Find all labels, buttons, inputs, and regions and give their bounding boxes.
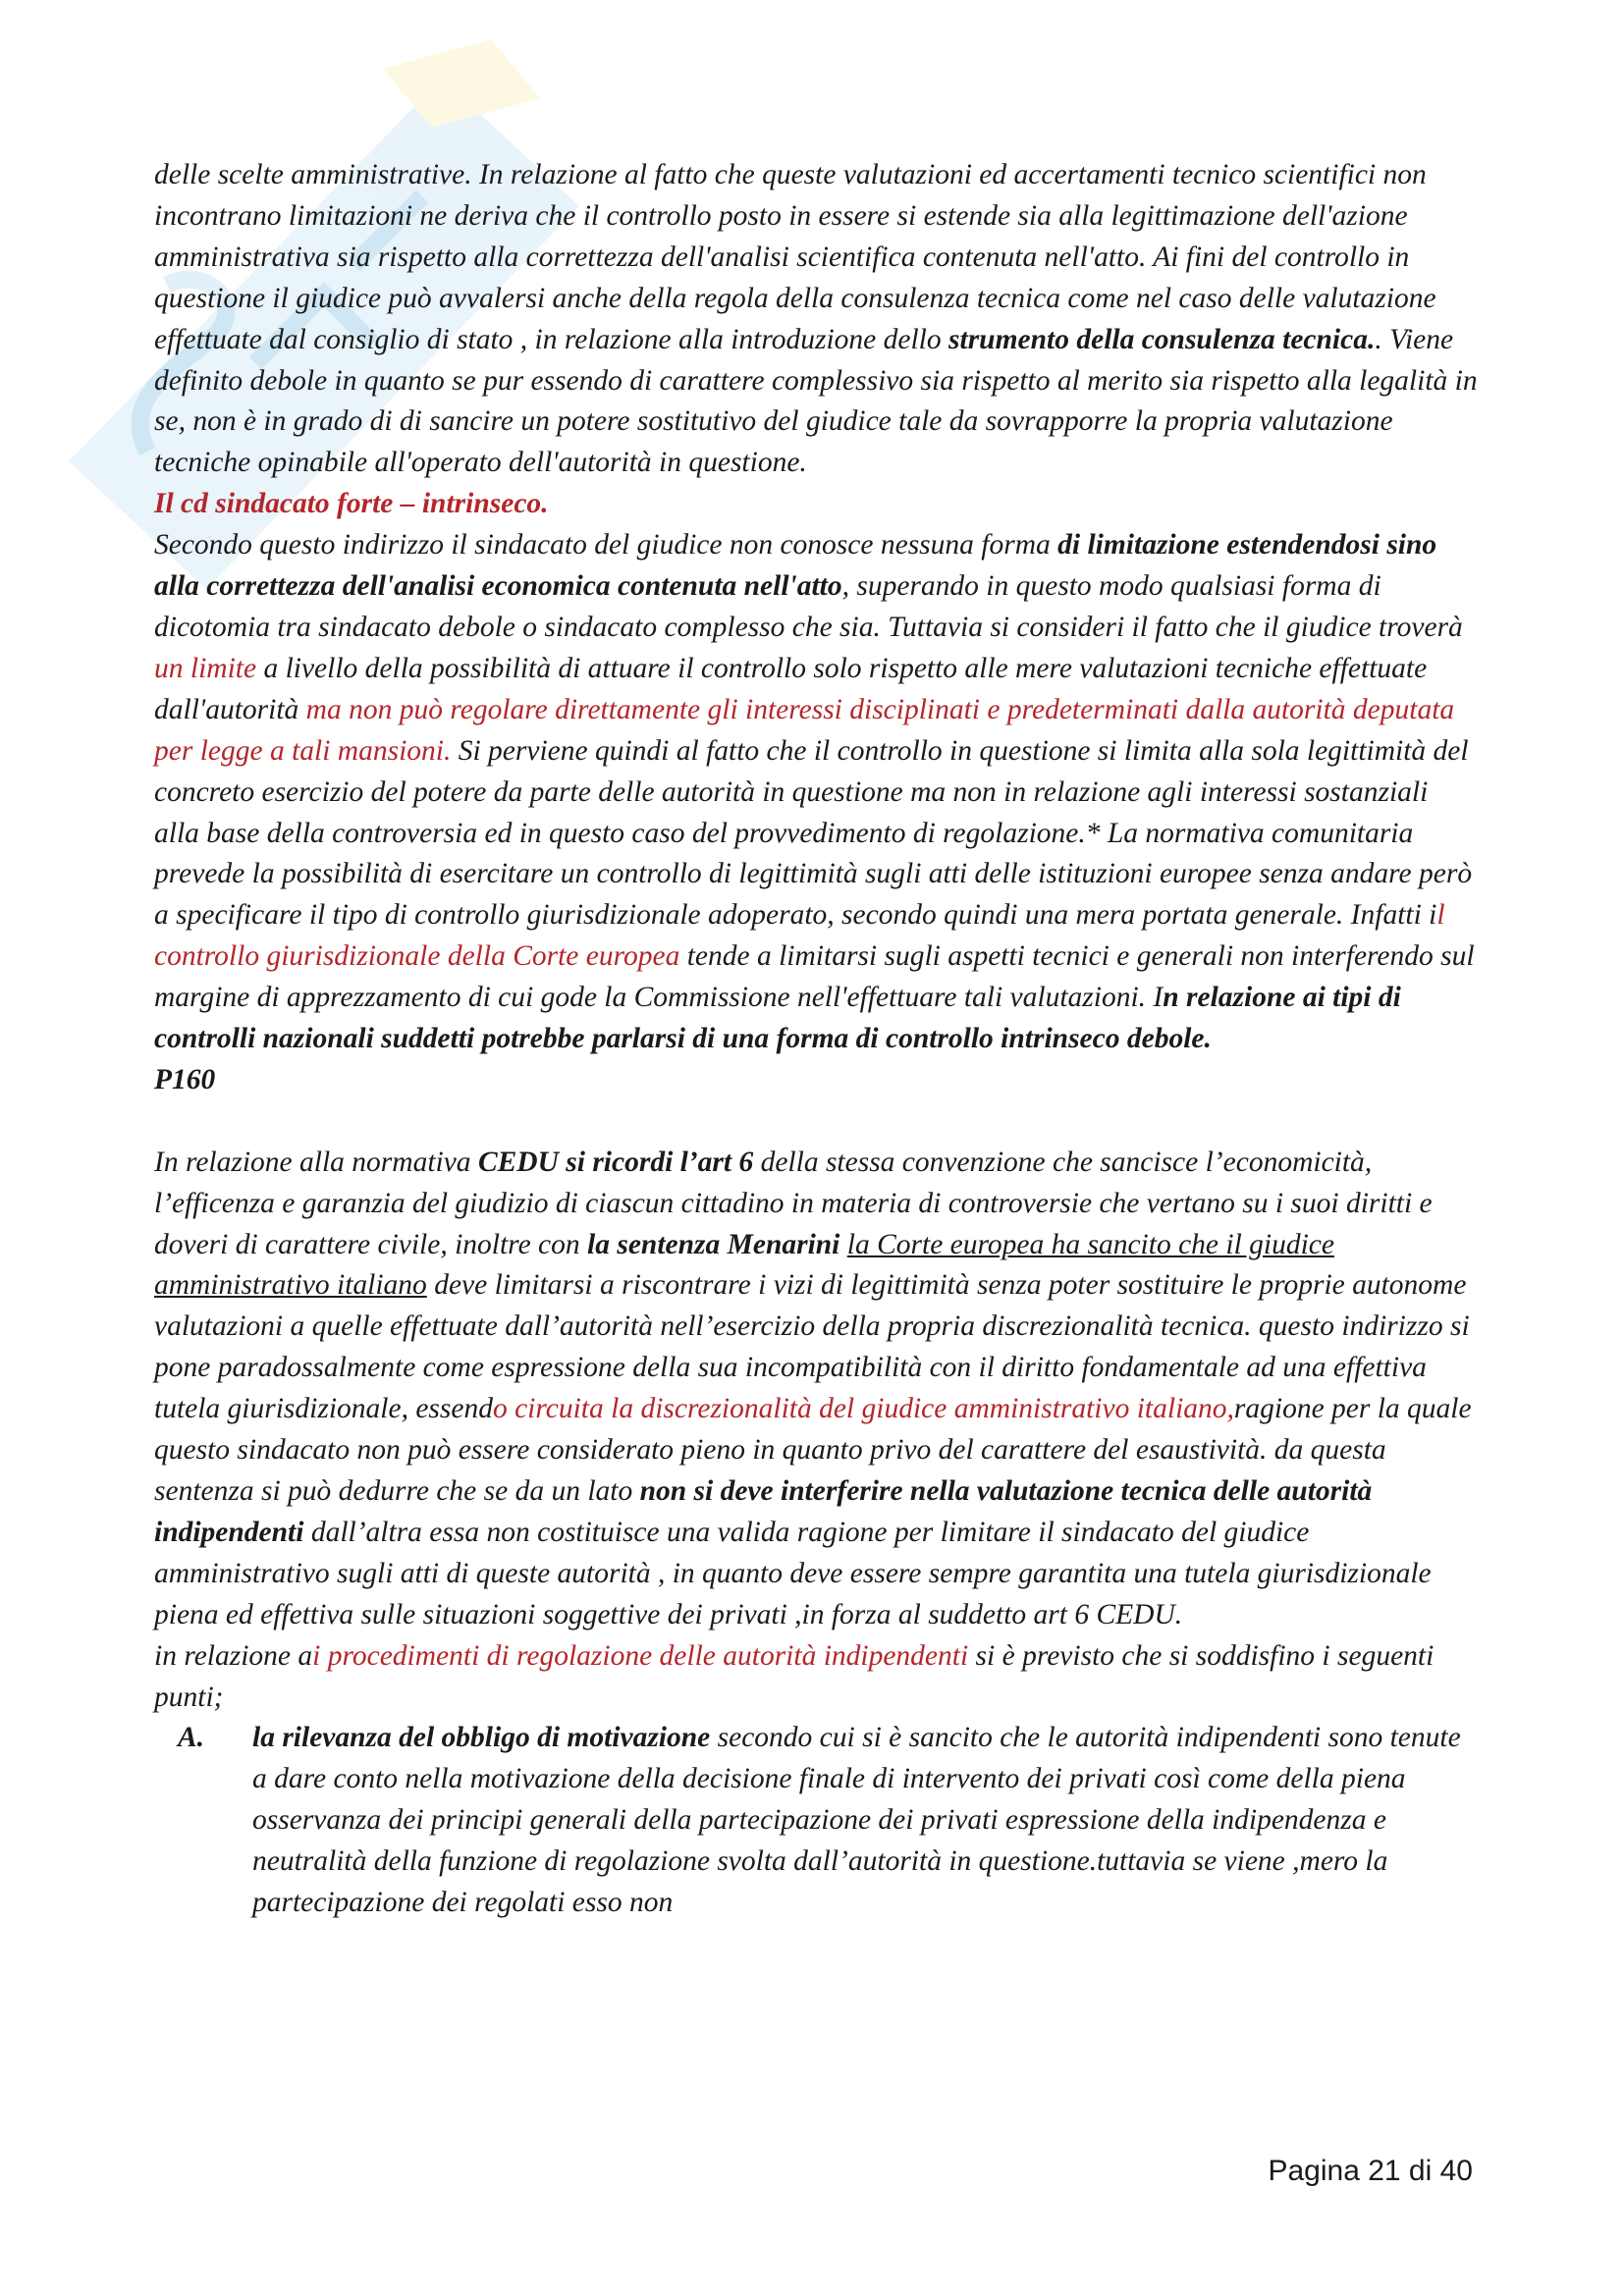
bold-run: la rilevanza del obbligo di motivazione [252, 1722, 711, 1754]
highlight-run: l controllo giurisdizionale della Corte europea [154, 899, 1445, 973]
text-run: In relazione alla normativa [154, 1146, 478, 1178]
underlined-run: la Corte europea ha sancito che il giudice amministrativo italiano [154, 1228, 1334, 1302]
bold-run: non si deve interferire nella valutazione tecnica delle autorità indipendenti [154, 1474, 1373, 1548]
text-run: . Viene definito debole in quanto se pur essendo di carattere complessivo sia rispetto al merito sia rispetto alla legalità in se, non è in grado di di sancire un potere sostitutivo del giudice tale da sovrapporre la propria valutazione tecniche opinabile all'operato dell'autorità in questione. [154, 323, 1478, 479]
text-run: deve limitarsi a riscontrare i vizi di legittimità senza poter sostituire le proprie autonome valutazioni a quelle effettuate dall’autorità nell’esercizio della propria discrezionalità tecnica. questo indirizzo si pone paradossalmente come espressione della sua incompatibilità con il diritto fondamentale ad una effettiva tutela giurisdizionale, essend [154, 1269, 1470, 1425]
highlight-run: ma non può regolare direttamente gli interessi disciplinati e predeterminati dalla autorità deputata per legge a tali mansioni. [154, 693, 1455, 767]
page-number: Pagina 21 di 40 [1268, 2155, 1473, 2187]
highlight-run: o circuita la discrezionalità del giudice amministrativo italiano, [492, 1393, 1234, 1425]
paragraph-consulenza [154, 155, 1480, 484]
text-run [839, 1229, 846, 1260]
text-run: si è previsto che si soddisfino i seguenti punti; [154, 1639, 1435, 1713]
highlight-run: i procedimenti di regolazione delle autorità indipendenti [312, 1639, 969, 1672]
text-run: a livello della possibilità di attuare il controllo solo rispetto alle mere valutazioni tecniche effettuate dall'autorità [154, 652, 1428, 725]
paragraph-procedimenti [154, 1636, 1480, 1719]
section-heading-sindacato-forte: Il cd sindacato forte – intrinseco. [154, 488, 549, 520]
blank-line [154, 1101, 1480, 1143]
text-run: Secondo questo indirizzo il sindacato del giudice non conosce nessuna forma [154, 529, 1058, 561]
text-run: secondo cui si è sancito che le autorità indipendenti sono tenute a dare conto nella motivazione della decisione finale di intervento dei privati così come della piena osservanza dei principi generali della partecipazione dei privati espressione della indipendenza e neutralità della funzione di regolazione svolta dall’autorità in questione.tuttavia se viene ,mero la partecipazione dei regolati esso non [252, 1722, 1461, 1919]
text-run: ragione per la quale questo sindacato non può essere considerato pieno in quanto privo del carattere del esaustività. da questa sentenza si può dedurre che se da un lato [154, 1393, 1472, 1507]
text-run: della stessa convenzione che sancisce l’economicità, l’efficenza e garanzia del giudizio di ciascun cittadino in materia di controversie che vertano su i suoi diritti e doveri di carattere civile, inoltre con [154, 1146, 1433, 1260]
bold-run: strumento della consulenza tecnica. [948, 323, 1376, 355]
text-run: , superando in questo modo qualsiasi forma di dicotomia tra sindacato debole o sindacato complesso che sia. Tuttavia si consideri il fatto che il giudice troverà [154, 570, 1463, 643]
text-run: Si perviene quindi al fatto che il controllo in questione si limita alla sola legittimità del concreto esercizio del potere da parte delle autorità in questione ma non in relazione agli interessi sostanziali alla base della controversia ed in questo caso del provvedimento di regolazione.* La normativa comunitaria prevede la possibilità di esercitare un controllo di legittimità sugli atti delle istituzioni europee senza andare però a specificare il tipo di controllo giurisdizionale adoperato, secondo quindi una mera portata generale. Infatti i [154, 734, 1473, 932]
bold-run: CEDU si ricordi l’art 6 [477, 1146, 754, 1178]
highlight-run: un limite [154, 652, 257, 684]
text-run: in relazione a [154, 1639, 313, 1672]
bold-run: la sentenza Menarini [587, 1228, 840, 1260]
list-item [154, 1718, 1480, 1924]
text-run: delle scelte amministrative. In relazione al fatto che queste valutazioni ed accertamenti tecnico scientifici non incontrano limitazioni ne deriva che il controllo posto in essere si estende sia alla legittimazione dell'azione amministrativa sia rispetto alla correttezza dell'analisi scientifica contenuta nell'atto. Ai fini del controllo in questione il giudice può avvalersi anche della regola della consulenza tecnica come nel caso delle valutazione effettuate dal consiglio di stato , in relazione alla introduzione dello [154, 159, 1436, 355]
page-reference-heading: P160 [154, 1063, 216, 1095]
requirements-list [154, 1718, 1480, 1924]
bold-run: di limitazione estendendosi sino alla correttezza dell'analisi economica contenuta nell'atto [154, 529, 1437, 603]
page-body [154, 155, 1480, 1924]
paragraph-sindacato-forte [154, 525, 1480, 1060]
bold-run: n relazione ai tipi di controlli nazionali suddetti potrebbe parlarsi di una forma di controllo intrinseco debole. [154, 982, 1401, 1055]
text-run: dall’altra essa non costituisce una valida ragione per limitare il sindacato del giudice amministrativo sugli atti di queste autorità , in quanto deve essere sempre garantita una tutela giurisdizionale piena ed effettiva sulle situazioni soggettive dei privati ,in forza al suddetto art 6 CEDU. [154, 1516, 1432, 1630]
paragraph-cedu [154, 1143, 1480, 1636]
text-run: tende a limitarsi sugli aspetti tecnici e generali non interferendo sul margine di apprezzamento di cui gode la Commissione nell'effettuare tali valutazioni. I [154, 940, 1475, 1014]
list-marker: A. [178, 1722, 205, 1754]
